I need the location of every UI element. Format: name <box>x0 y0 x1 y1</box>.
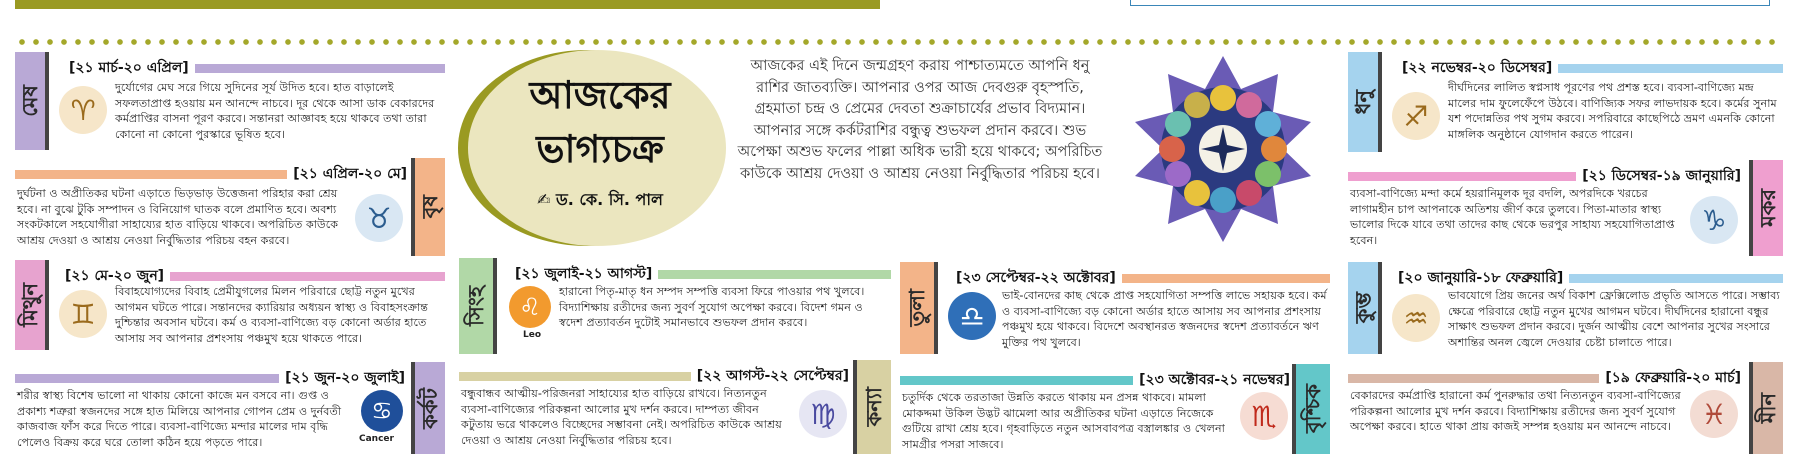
scorpio-date: [২৩ অক্টোবর-২১ নভেম্বর] <box>1139 372 1290 388</box>
leo-icon-label: Leo <box>523 330 542 340</box>
author-line <box>510 187 690 214</box>
leo-tab <box>459 258 497 354</box>
cancer-section <box>15 362 445 454</box>
pisces-icon: ♓ <box>1690 390 1738 438</box>
libra-tab <box>900 262 938 354</box>
sagittarius-icon: ♐ <box>1392 92 1440 140</box>
gemini-section <box>15 260 445 350</box>
capricorn-stripe <box>1348 172 1576 181</box>
aries-stripe <box>195 64 445 73</box>
cancer-name: কর্কট <box>417 387 442 429</box>
aquarius-name: কুম্ভ <box>1350 292 1375 324</box>
aries-section <box>15 52 445 150</box>
aquarius-icon: ♒ <box>1392 294 1440 342</box>
scorpio-icon: ♏ <box>1240 392 1288 440</box>
pisces-stripe <box>1348 374 1599 383</box>
gemini-date: [২১ মে-২০ জুন] <box>65 268 165 284</box>
aquarius-date: [২০ জানুয়ারি-১৮ ফেব্রুয়ারি] <box>1398 270 1564 286</box>
leo-date: [২১ জুলাই-২১ আগস্ট] <box>515 266 653 282</box>
cancer-icon-label: Cancer <box>359 434 394 444</box>
top-right-frame <box>1130 0 1770 6</box>
scorpio-name: বৃশ্চিক <box>1300 384 1325 434</box>
sagittarius-text: দীর্ঘদিনের লালিত স্বপ্নসাধ পূরণের পথ প্রশস্ত হবে। ব্যবসা-বাণিজ্যে মন্দ্র মালের দাম ফুলেফেঁপে উঠবে। বাণিজ্যিক সফর লাভদায়ক হবে। কর্মের সুনাম যশ পদোন্নতির পথ সুগম করবে। সপরিবারে কাছেপিঠে ভ্রমণ এমনকি কোনো মাঙ্গলিক অনুষ্ঠানে যোগদান করতে পারেন। <box>1448 81 1777 141</box>
scorpio-stripe <box>900 376 1133 385</box>
cancer-tab <box>411 362 445 454</box>
sagittarius-name: ধনু <box>1350 89 1375 115</box>
virgo-name: কন্যা <box>861 387 886 427</box>
virgo-date: [২২ আগস্ট-২২ সেপ্টেম্বর] <box>696 368 849 384</box>
taurus-icon: ♉ <box>355 194 403 242</box>
leo-icon: ♌ <box>509 286 551 328</box>
libra-icon: ♎ <box>948 292 996 340</box>
scorpio-text: চতুর্দিক থেকে তরতাজা উন্নতি করতে থাকায় মন প্রসন্ন থাকবে। মামলা মোকদ্দমা উকিল উদ্ভট ঝামেলা আর অপ্রীতিকর ঘটনা এড়াতে নিজেকে গুটিয়ে রাখা শ্রেয় হবে। গৃহবাড়িতে নতুন আসবাবপত্র বস্ত্রালঙ্কার ও খেলনা সামগ্রীর পসরা সাজবে। <box>902 391 1225 451</box>
leo-stripe <box>658 270 891 279</box>
libra-stripe <box>1122 274 1330 283</box>
leo-name: সিংহ <box>463 286 488 326</box>
taurus-tab <box>411 158 445 256</box>
virgo-icon: ♍ <box>799 390 847 438</box>
taurus-stripe <box>15 170 287 179</box>
gemini-icon: ♊ <box>59 290 107 338</box>
top-olive-bar <box>15 0 880 9</box>
libra-section <box>900 262 1330 354</box>
zodiac-wheel-icon <box>1128 54 1318 244</box>
capricorn-icon: ♑ <box>1690 196 1738 244</box>
aquarius-text: ভাবযোগে প্রিয় জনের অর্থ বিকাশ ফ্রেক্সিলোড প্রভৃতি আসতে পারে। সম্ভাব্য ক্ষেত্রে পরিবারে ছোট্ট নতুন মুখের আগমন ঘটবে। দীর্ঘদিনের হারানো বন্ধুর সাক্ষাৎ শুভফল প্রদান করবে। দুর্জন আত্মীয় বেশে আপনার সুখের সংসারে অশান্তির অনল জ্বেলে দেওয়ার চেষ্টা চালাতে পারে। <box>1448 289 1780 349</box>
cancer-icon: ♋ <box>361 390 403 432</box>
aries-name: মেষ <box>17 85 42 117</box>
aquarius-stripe <box>1569 274 1783 283</box>
taurus-date: [২১ এপ্রিল-২০ মে] <box>293 166 407 182</box>
scorpio-tab <box>1292 364 1330 454</box>
sagittarius-stripe <box>1558 64 1783 73</box>
leo-text: হারানো পিতৃ-মাতৃ ধন সম্পদ সম্পত্তি ব্যবসা ফিরে পাওয়ার পথ খুলবে। বিদ্যাশিক্ষায় রতীদের জন্য সুবর্ণ সুযোগ অপেক্ষা করবে। বিদেশ গমন ও স্বদেশ প্রত্যাবর্তন দুটোই সমানভাবে শুভফল প্রদান করবে। <box>559 285 865 329</box>
capricorn-section <box>1348 160 1783 256</box>
capricorn-tab <box>1749 160 1783 256</box>
taurus-section <box>15 158 445 256</box>
virgo-stripe <box>459 372 691 381</box>
aquarius-section <box>1348 262 1783 354</box>
cancer-date: [২১ জুন-২০ জুলাই] <box>285 370 405 386</box>
cancer-stripe <box>15 374 279 383</box>
aries-text: দুর্যোগের মেঘ সরে গিয়ে সুদিনের সূর্য উদিত হবে। হাত বাড়ালেই সফলতাপ্রাপ্ত হওয়ায় মন আনন্দে নাচবে। দূর থেকে আসা ডাক বেকারদের কর্মপ্রাপ্তির বাসনা পূরণ করবে। সন্তানরা আজ্ঞাবহ হয়ে থাকবে তথা তারা কোনো না কোনো পুরস্কারে ভূষিত হবে। <box>115 81 435 141</box>
page-title: আজকের ভাগ্যচক্র <box>529 73 671 171</box>
intro-text: আজকের এই দিনে জন্মগ্রহণ করায় পাশ্চাত্যমতে আপনি ধনু রাশির জাতব্যক্তি। আপনার ওপর আজ দেবগুরু বৃহস্পতি, গ্রহমাতা চন্দ্র ও প্রেমের দেবতা শুক্রাচার্যের প্রভাব বিদ্যমান। আপনার সঙ্গে কর্কটরাশির বন্ধুত্ব শুভফল প্রদান করবে। শুভ অপেক্ষা অশুভ ফলের পাল্লা অধিক ভারী হয়ে থাকবে; অপরিচিত কাউকে আশ্রয় দেওয়া ও আশ্রয় নেওয়া নির্বুদ্ধিতার পরিচয় হবে। <box>737 58 1103 182</box>
author-name: ড. কে. সি. পাল <box>556 190 663 209</box>
aries-icon: ♈ <box>59 86 107 134</box>
scorpio-section <box>900 364 1330 454</box>
libra-text: ভাই-বোনদের কাছ থেকে প্রাপ্ত সহযোগিতা সম্পত্তি লাভে সহায়ক হবে। কর্ম ও ব্যবসা-বাণিজ্যে বড় কোনো অর্ডার হাতে আসায় সব আপনার প্রশংসায় পঞ্চমুখ হয়ে থাকবে। বিদেশে অবস্থানরত স্বজনদের স্বদেশ প্রত্যাবর্তনে ঋণ মুক্তির পথ খুলবে। <box>1002 289 1327 349</box>
pen-icon: ✍ <box>537 190 556 209</box>
gemini-tab <box>15 260 49 350</box>
capricorn-date: [২১ ডিসেম্বর-১৯ জানুয়ারি] <box>1582 168 1741 184</box>
virgo-tab <box>853 360 891 454</box>
gemini-name: মিথুন <box>17 283 42 327</box>
pisces-date: [১৯ ফেব্রুয়ারি-২০ মার্চ] <box>1605 370 1741 386</box>
virgo-section <box>459 360 891 454</box>
capricorn-text: ব্যবসা-বাণিজ্যে মন্দা কর্মে হয়রানিমূলক দূর বদলি, অপরদিকে খরচের লাগামহীন চাপ আপনাকে অতিশয় জীর্ণ করে তুলবে। পিতা-মাতার স্বাস্থ্য ভালোর দিকে যাবে তথা তাদের কাছ থেকে ভরপুর সাহায্য সহযোগিতাপ্রাপ্ত হবেন। <box>1350 187 1675 247</box>
gemini-stripe <box>170 272 445 281</box>
pisces-name: মীন <box>1755 392 1780 424</box>
pisces-section <box>1348 362 1783 454</box>
aries-tab <box>15 52 49 150</box>
libra-name: তুলা <box>904 289 929 327</box>
cancer-text: শরীর স্বাস্থ্য বিশেষ ভালো না থাকায় কোনো কাজে মন বসবে না। গুপ্ত ও প্রকাশ্য শত্রুরা স্বজনদের সঙ্গে হাত মিলিয়ে আপনার গোপন প্রেম ও দুর্নবতী কাজবাজ ফাঁস করে দিতে পারে। ব্যবসা-বাণিজ্যে মন্দার মালের দাম বৃদ্ধি পেলেও বিক্রয় করে ঘরে তোলা কঠিন হয়ে পড়তে পারে। <box>17 389 342 449</box>
capricorn-name: মকর <box>1755 189 1780 227</box>
aries-date: [২১ মার্চ-২০ এপ্রিল] <box>69 60 189 76</box>
dotted-divider <box>15 38 1783 46</box>
taurus-name: বৃষ <box>417 195 442 219</box>
sagittarius-section <box>1348 52 1783 152</box>
aquarius-tab <box>1348 262 1382 354</box>
sagittarius-tab <box>1348 52 1382 152</box>
pisces-tab <box>1749 362 1783 454</box>
virgo-text: বন্ধুবান্ধব আত্মীয়-পরিজনরা সাহায্যের হাত বাড়িয়ে রাখবে। নিত্যনতুন ব্যবসা-বাণিজ্যের পরিকল্পনা আলোর মুখ দর্শন করবে। দাম্পত্য জীবন কটুতায় ভরে থাকলেও বিচ্ছেদের সম্ভাবনা নেই। অপরিচিত কাউকে আশ্রয় দেওয়া ও আশ্রয় নেওয়া নির্বুদ্ধিতার পরিচয় হবে। <box>461 387 782 447</box>
leo-section <box>459 258 891 354</box>
gemini-text: বিবাহযোগ্যদের বিবাহ প্রেমীযুগলের মিলন পরিবারে ছোট্ট নতুন মুখের আগমন ঘটতে পারে। সন্তানদের ক্যারিয়ার অধ্যয়ন স্বাস্থ্য ও বিবাহসংক্রান্ত দুশ্চিন্তার অবসান ঘটবে। কর্ম ও ব্যবসা-বাণিজ্যে বড় কোনো অর্ডার হাতে আসায় সব আপনার প্রশংসায় পঞ্চমুখ হয়ে থাকতে পারে। <box>115 285 429 345</box>
pisces-text: বেকারদের কর্মপ্রাপ্তি হারানো কর্ম পুনরুদ্ধার তথা নিত্যনতুন ব্যবসা-বাণিজ্যের পরিকল্পনা আলোর মুখ দর্শন করবে। বিদ্যাশিক্ষায় রতীদের জন্য সুবর্ণ সুযোগ অপেক্ষা করবে। হাতে থাকা প্রায় কাজই সম্পন্ন হওয়ায় মন আনন্দে নাচবে। <box>1350 389 1681 433</box>
taurus-text: দুর্ঘটনা ও অপ্রীতিকর ঘটনা এড়াতে ভিড়ভাড় উত্তেজনা পরিহার করা শ্রেয় হবে। না বুঝে টুকি সম্পাদন ও বিনিয়োগ ঘাতক বলে প্রমাণিত হবে। অবশ্য সংকটকালে সহযোগীরা সাহায্যের হাত বাড়িয়ে থাকবে। অপরিচিত কাউকে আশ্রয় দেওয়া ও আশ্রয় নেওয়া নির্বুদ্ধিতার পরিচয় বহন করবে। <box>17 187 339 247</box>
libra-date: [২৩ সেপ্টেম্বর-২২ অক্টোবর] <box>956 270 1116 286</box>
sagittarius-date: [২২ নভেম্বর-২০ ডিসেম্বর] <box>1402 60 1553 76</box>
